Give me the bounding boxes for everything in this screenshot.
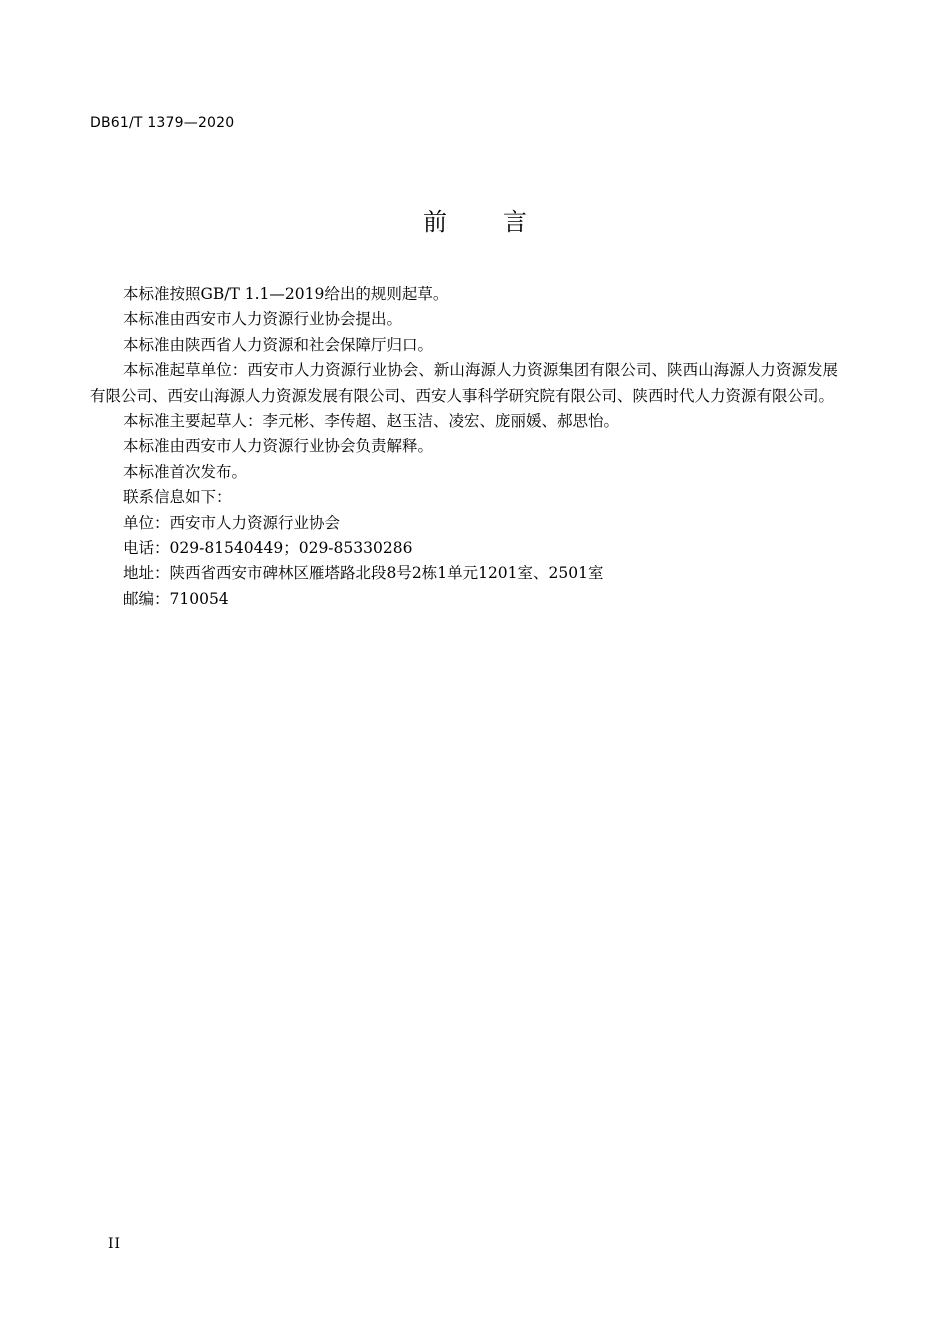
title-char-2: 言 <box>503 208 527 236</box>
foreword-body <box>90 282 838 612</box>
paragraph-proposer: 本标准由西安市人力资源行业协会提出。 <box>123 310 403 329</box>
paragraph-centralized-management: 本标准由陕西省人力资源和社会保障厅归口。 <box>123 335 434 354</box>
paragraph-drafting-rules: 本标准按照GB/T 1.1—2019给出的规则起草。 <box>123 285 449 303</box>
page-number: II <box>108 1236 122 1252</box>
contact-phone: 电话：029-81540449；029-85330286 <box>123 539 413 558</box>
contact-postcode: 邮编：710054 <box>123 589 229 608</box>
title-char-1: 前 <box>423 208 447 236</box>
contact-unit: 单位：西安市人力资源行业协会 <box>123 513 341 532</box>
paragraph-interpretation: 本标准由西安市人力资源行业协会负责解释。 <box>123 437 434 456</box>
page-title <box>0 202 950 237</box>
contact-address: 地址：陕西省西安市碑林区雁塔路北段8号2栋1单元1201室、2501室 <box>123 564 604 583</box>
paragraph-drafting-units: 本标准起草单位：西安市人力资源行业协会、新山海源人力资源集团有限公司、陕西山海源人力资源发展有限公司、西安山海源人力资源发展有限公司、西安人事科学研究院有限公司、陕西时代人力资源有限公司。 <box>90 361 838 405</box>
paragraph-first-release: 本标准首次发布。 <box>123 462 248 481</box>
document-code: DB61/T 1379—2020 <box>90 115 235 131</box>
paragraph-contact-intro: 联系信息如下： <box>123 488 232 507</box>
paragraph-drafters: 本标准主要起草人：李元彬、李传超、赵玉洁、凌宏、庞丽媛、郝思怡。 <box>123 412 620 431</box>
